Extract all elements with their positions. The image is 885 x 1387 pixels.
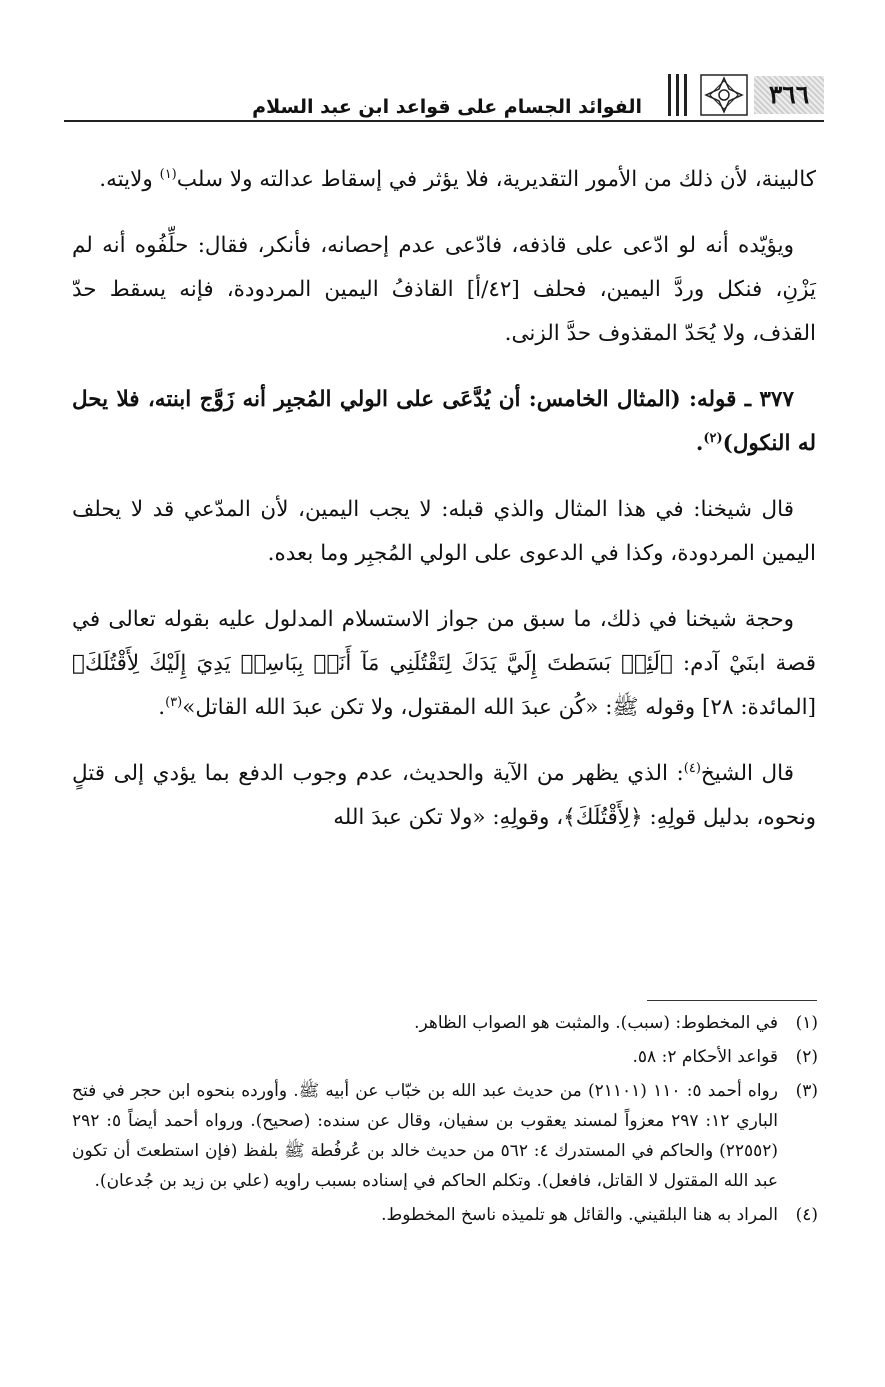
paragraph-4: قال شيخنا: في هذا المثال والذي قبله: لا يجب اليمين، لأن المدّعي قد لا يحلف اليمين المردودة، وكذا في الدعوى على الولي المُجبِر وما بعده.: [72, 497, 816, 566]
paragraph-3: ٣٧٧ ـ قوله: (المثال الخامس: أن يُدَّعَى على الولي المُجبِر أنه زَوَّج ابنته، فلا يحل له النكول)$^{(٢)}$.: [72, 387, 816, 456]
footnotes: [72, 1008, 818, 1234]
footnote-divider: [647, 1000, 817, 1001]
footnote-3: (٣) رواه أحمد ٥: ١١٠ (٢١١٠١) من حديث عبد الله بن خبّاب عن أبيه ﷺ. وأورده بنحوه ابن حجر في فتح الباري ١٢: ٢٩٧ معزواً لمسند يعقوب بن سفيان، وقال عن سنده: (صحيح). ورواه أحمد أيضاً ٥: ٢٩٢ (٢٢٥٥٢) والحاكم في المستدرك ٤: ٥٦٢ من حديث خالد بن عُرفُطة ﷺ بلفظ (فإن استطعتَ أن تكون عبد الله المقتول لا القاتل، فافعل). وتكلم الحاكم في إسناده بسبب راويه (علي بن زيد بن جُدعان).: [72, 1081, 818, 1191]
main-text: [72, 158, 816, 862]
footnote-1: (١) في المخطوط: (سبب). والمثبت هو الصواب الظاهر.: [414, 1013, 818, 1033]
header-rule: [64, 120, 824, 122]
ornament-icon: [700, 74, 748, 116]
paragraph-1: كالبينة، لأن ذلك من الأمور التقديرية، فلا يؤثر في إسقاط عدالته ولا سلب$^{(١)}$ ولايته.: [99, 166, 816, 192]
divider-bars-icon: [664, 74, 694, 116]
footnote-2: (٢) قواعد الأحكام ٢: ٥٨.: [632, 1047, 818, 1067]
footnote-ref-4: (٤): [683, 760, 701, 776]
footnote-ref-3: (٣): [165, 694, 183, 710]
footnote-ref-2: (٢): [703, 430, 723, 446]
footnote-4: (٤) المراد به هنا البلقيني. والقائل هو تلميذه ناسخ المخطوط.: [381, 1205, 818, 1225]
book-title: الفوائد الجسام على قواعد ابن عبد السلام: [252, 96, 642, 118]
paragraph-6: قال الشيخ$^{(٤)}$: الذي يظهر من الآية والحديث، عدم وجوب الدفع بما يؤدي إلى قتلٍ ونحوه، بدليل قولِهِ: ﴿لِأَقْتُلَكَ﴾، وقولِهِ: «ولا تكن عبدَ الله: [72, 760, 816, 830]
footnote-ref-1: (١): [159, 166, 177, 182]
page-header: [64, 70, 824, 128]
page-number: ٣٦٦: [754, 76, 824, 114]
paragraph-5: وحجة شيخنا في ذلك، ما سبق من جواز الاستسلام المدلول عليه بقوله تعالى في قصة ابنَيْ آدم: ﴿لَئِنۢ بَسَطتَ إِلَيَّ يَدَكَ لِتَقْتُلَنِي مَآ أَنَا۠ بِبَاسِطٖ يَدِيَ إِلَيْكَ لِأَقْتُلَكَ﴾ [المائدة: ٢٨] وقوله ﷺ: «كُن عبدَ الله المقتول، ولا تكن عبدَ الله القاتل»$^{(٣)}$.: [72, 607, 816, 720]
paragraph-2: ويؤيّده أنه لو ادّعى على قاذفه، فادّعى عدم إحصانه، فأنكر، فقال: حلِّفُوه أنه لم يَزْنِ، فنكل وردَّ اليمين، فحلف [٤٢/أ] القاذفُ اليمين المردودة، فإنه يسقط حدّ القذف، ولا يُحَدّ المقذوف حدَّ الزنى.: [72, 233, 816, 346]
